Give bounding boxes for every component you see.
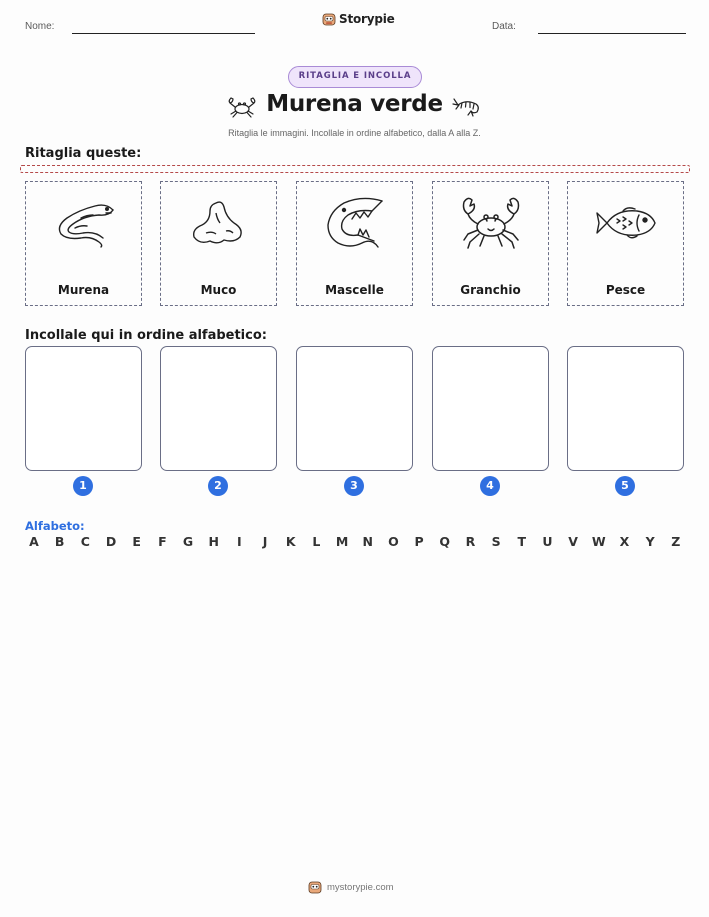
alphabet-letter: J	[262, 534, 268, 549]
alphabet-letter: Z	[671, 534, 681, 549]
alphabet-title: Alfabeto:	[25, 519, 85, 533]
alphabet-letter: D	[105, 534, 117, 549]
instructions: Ritaglia le immagini. Incollale in ordine alfabetico, dalla A alla Z.	[228, 128, 481, 138]
mascot-icon	[308, 880, 322, 894]
alphabet-letter: K	[285, 534, 296, 549]
paste-slot[interactable]	[567, 346, 684, 471]
cut-card[interactable]	[567, 181, 684, 306]
cut-line	[20, 165, 690, 173]
date-field-line[interactable]	[538, 33, 686, 34]
eel-icon	[51, 198, 117, 248]
alphabet-letter: V	[568, 534, 578, 549]
alphabet-letter: S	[491, 534, 501, 549]
date-label: Data:	[492, 21, 516, 32]
cut-card[interactable]	[296, 181, 413, 306]
slot-number: 2	[208, 476, 228, 496]
alphabet-letter: F	[158, 534, 167, 549]
alphabet-letter: Q	[439, 534, 451, 549]
alphabet-letter: P	[414, 534, 424, 549]
alphabet-letter: M	[335, 534, 349, 549]
alphabet-row	[25, 534, 685, 549]
alphabet-letter: X	[619, 534, 630, 549]
alphabet-letter: O	[388, 534, 399, 549]
brand-logo	[322, 12, 395, 26]
activity-badge: RITAGLIA E INCOLLA	[288, 66, 422, 88]
footer	[308, 880, 394, 894]
page-title: Murena verde	[266, 91, 443, 117]
card-label: Pesce	[605, 283, 646, 297]
alphabet-letter: G	[182, 534, 194, 549]
slot-number: 4	[480, 476, 500, 496]
alphabet-letter: N	[362, 534, 373, 549]
alphabet-letter: B	[54, 534, 65, 549]
paste-section-title: Incollale qui in ordine alfabetico:	[25, 328, 267, 343]
card-label: Muco	[200, 283, 237, 297]
name-field-line[interactable]	[72, 33, 255, 34]
brand-name: Storypie	[339, 12, 395, 26]
alphabet-letter: I	[237, 534, 242, 549]
cut-card[interactable]	[432, 181, 549, 306]
card-label: Murena	[57, 283, 110, 297]
alphabet-letter: T	[517, 534, 527, 549]
paste-slot[interactable]	[296, 346, 413, 471]
mucus-icon	[186, 197, 252, 249]
fish-icon	[593, 203, 659, 243]
alphabet-letter: C	[80, 534, 90, 549]
cut-card[interactable]	[25, 181, 142, 306]
jaws-icon	[322, 193, 388, 253]
slot-number: 5	[615, 476, 635, 496]
card-label: Mascelle	[325, 283, 384, 297]
cut-section-title: Ritaglia queste:	[25, 146, 142, 161]
slot-number: 1	[73, 476, 93, 496]
alphabet-letter: Y	[645, 534, 655, 549]
alphabet-letter: E	[132, 534, 141, 549]
alphabet-letter: L	[312, 534, 321, 549]
footer-url[interactable]: mystorypie.com	[327, 881, 394, 893]
mascot-icon	[322, 12, 336, 26]
cut-card[interactable]	[160, 181, 277, 306]
alphabet-letter: W	[591, 534, 606, 549]
name-label: Nome:	[25, 21, 55, 32]
paste-slot[interactable]	[432, 346, 549, 471]
alphabet-letter: H	[208, 534, 219, 549]
paste-slot[interactable]	[25, 346, 142, 471]
slot-number: 3	[344, 476, 364, 496]
alphabet-letter: R	[465, 534, 476, 549]
crab-icon	[458, 192, 524, 254]
card-label: Granchio	[460, 283, 521, 297]
shrimp-icon	[452, 93, 484, 121]
alphabet-letter: U	[542, 534, 553, 549]
paste-slot[interactable]	[160, 346, 277, 471]
alphabet-letter: A	[29, 534, 39, 549]
